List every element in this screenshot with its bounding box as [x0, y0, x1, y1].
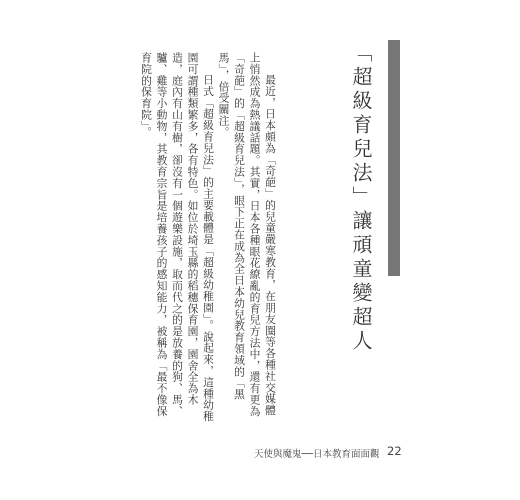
paragraph-2: 日式「超級育兒法」的主要載體是「超級幼稚園」。說起來，這種幼稚園可謂種類繁多，各有特色。如位於埼玉縣的稻穗保育園，園舍全為木造，庭內有山有樹，卻沒有一個遊樂設施，取而代之的是放養的狗、馬、驢、雞等小動物，其教育宗旨是培養孩子的感知能力，被稱為「最不像保育院的保育院」。 [140, 52, 215, 422]
section-accent-bar [388, 40, 400, 276]
page-number: 22 [387, 444, 402, 458]
paragraph-1: 最近，日本頗為「奇葩」的兒童嚴寒教育，在朋友圈等各種社交媒體上悄然成為熱議話題。其實，日本各種眼花繚亂的育兒方法中，還有更為「奇葩」的「超級育兒法」，眼下正在成為全日本幼兒教育領域的「黑馬」，倍受關注。 [217, 52, 277, 417]
running-title: 天使與魔鬼──日本教育面面觀 [254, 449, 380, 460]
body-text [128, 52, 278, 422]
section-title: 「超級育兒法」讓頑童變超人 [349, 42, 373, 354]
